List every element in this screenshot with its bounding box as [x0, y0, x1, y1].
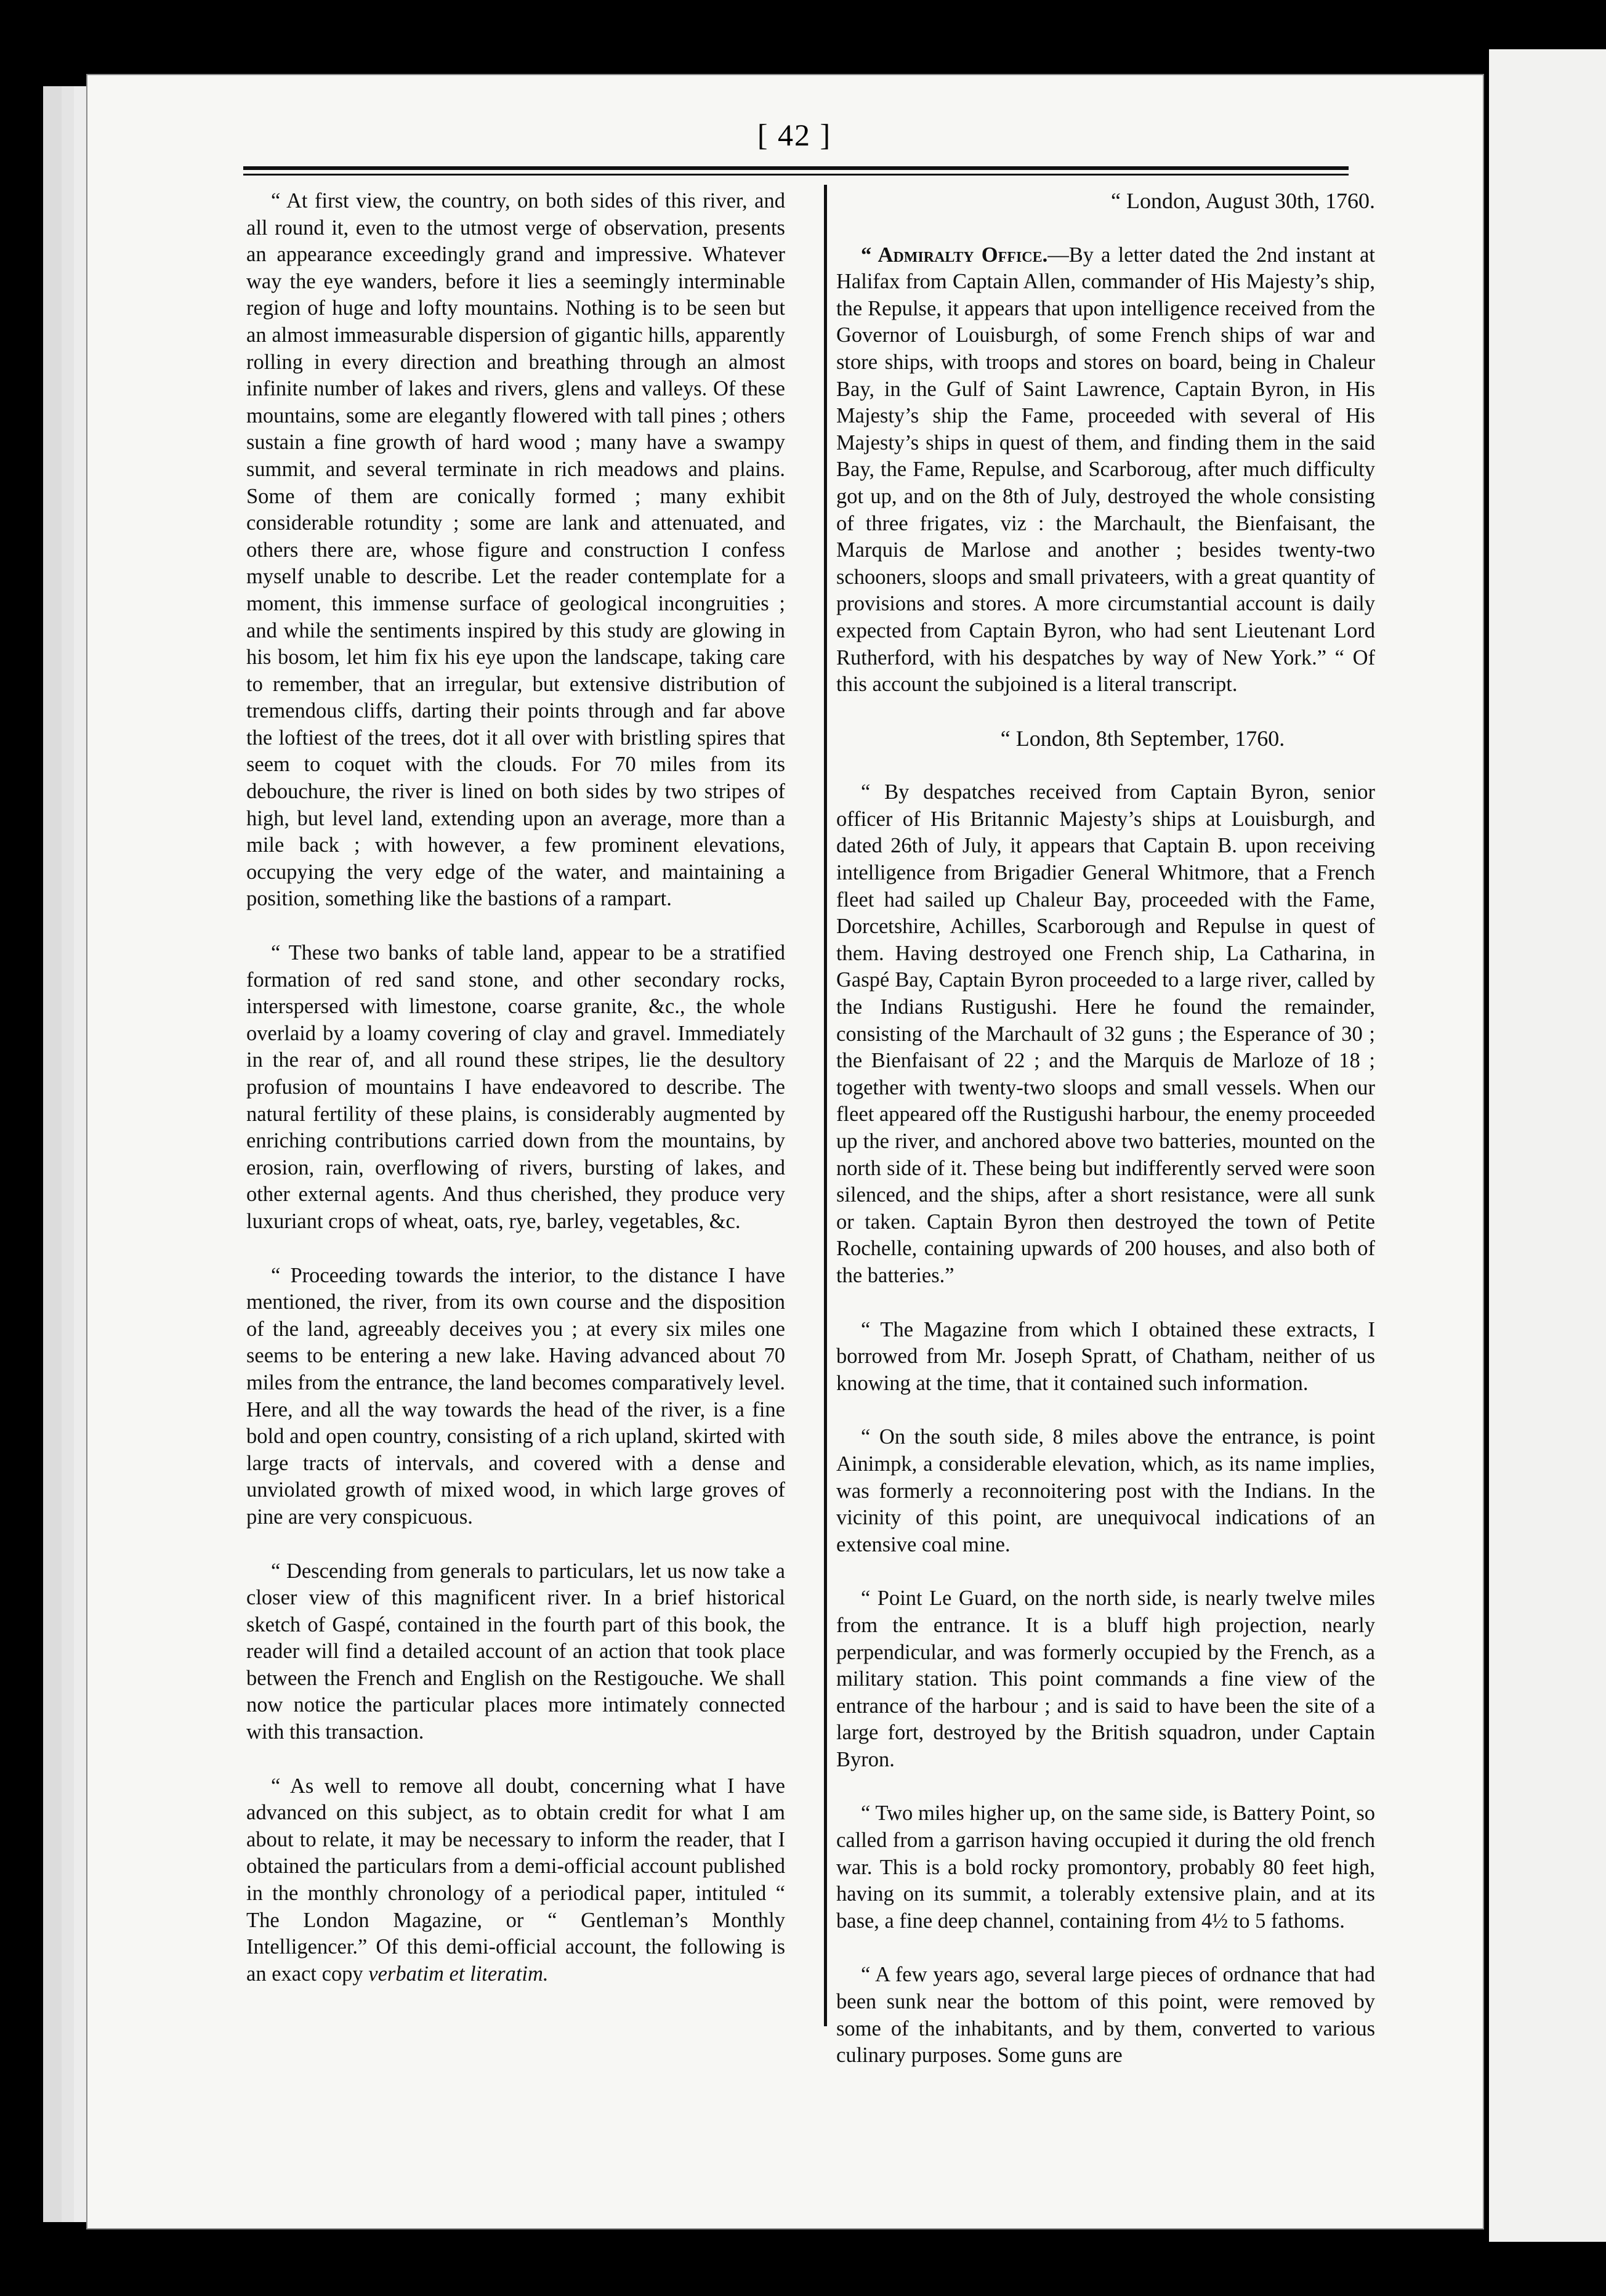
column-divider	[824, 185, 827, 2026]
paragraph: “ A few years ago, several large pieces of ordnance that had been sunk near the bottom of this point, were removed by some of the inhabitants, and by them, converted to various culinary purposes. Some guns are	[836, 1963, 1375, 2068]
right-column	[836, 188, 1375, 2096]
page-number: [ 42 ]	[757, 118, 832, 152]
paragraph: “ Proceeding towards the interior, to the distance I have mentioned, the river, from its own course and the disposition of the land, agreeably deceives you ; at every six miles one seems to be entering a new lake. Having advanced about 70 miles from the entrance, the land becomes comparatively level. Here, and all the way towards the head of the river, is a fine bold and open country, consisting of a rich upland, skirted with large tracts of intervals, and covered with a dense and unviolated growth of mixed wood, in which large groves of pine are very conspicuous.	[246, 1263, 785, 1529]
paragraph: “ At first view, the country, on both sides of this river, and all round it, even to the utmost verge of observation, presents an appearance exceedingly grand and impressive. Whatever way the eye wanders, before it lies a seemingly interminable region of huge and lofty mountains. Nothing is to be seen but an almost immeasurable dispersion of gigantic hills, apparently rolling in every direction and breathing through an almost infinite number of lakes and rivers, glens and valleys. Of these mountains, some are elegantly flowered with tall pines ; others sustain a fine growth of hard wood ; many have a swampy summit, and several terminate in rich meadows and plains. Some of them are conically formed ; many exhibit considerable rotundity ; some are lank and attenuated, and others there are, whose figure and construction I confess myself unable to describe. Let the reader contemplate for a moment, this immense surface of geological incongruities ; and while the sentiments inspired by this study are glowing in his bosom, let him fix his eye upon the landscape, taking care to remember, that an irregular, but extensive distribution of tremendous cliffs, darting their points through and far above the loftiest of the trees, dot it all over with bristling spires that seem to coquet with the clouds. For 70 miles from its debouchure, the river is lined on both sides by two stripes of high, but level land, extending upon an average, more than a mile back ; with however, a few prominent elevations, occupying the very edge of the water, and maintaining a position, something like the bastions of a rampart.	[246, 189, 785, 911]
latin-phrase: verbatim et literatim.	[368, 1962, 549, 1986]
dateline: “ London, 8th September, 1760.	[1000, 726, 1285, 751]
dateline: “ London, August 30th, 1760.	[1111, 188, 1375, 213]
header-rule	[243, 166, 1349, 170]
paragraph: “ Point Le Guard, on the north side, is nearly twelve miles from the entrance. It is a bluff high projection, nearly perpendicular, and was formerly occupied by the French, as a military station. This point commands a fine view of the entrance of the harbour ; and is said to have been the site of a large fort, destroyed by the British squadron, under Captain Byron.	[836, 1587, 1375, 1771]
paragraph: “ The Magazine from which I obtained these extracts, I borrowed from Mr. Joseph Spratt, of Chatham, neither of us knowing at the time, that it contained such information.	[836, 1317, 1375, 1395]
section-heading: “ Admiralty Office.	[861, 243, 1048, 267]
paragraph: “ By despatches received from Captain Byron, senior officer of His Britannic Majesty’s ships at Louisburgh, and dated 26th of July, it appears that Captain B. upon receiving intelligence from Brigadier General Whitmore, that a French fleet had sailed up Chaleur Bay, proceeded with the Fame, Dorcetshire, Achilles, Scarborough and Repulse in quest of them. Having destroyed one French ship, La Catharina, in Gaspé Bay, Captain Byron proceeded to a large river, called by the Indians Rustigushi. Here he found the remainder, consisting of the Marchault of 32 guns ; the Esperance of 30 ; the Bienfaisant of 22 ; and the Marquis de Marloze of 18 ; together with twenty-two sloops and small vessels. When our fleet appeared off the Rustigushi harbour, the enemy proceeded up the river, and anchored above two batteries, mounted on the north side of it. These being but indifferently served were soon silenced, and the ships, after a short resistance, were all sunk or taken. Captain Byron then destroyed the town of Petite Rochelle, containing upwards of 200 houses, and also both of the batteries.”	[836, 780, 1375, 1287]
paragraph	[836, 242, 1375, 698]
header-rule-thin	[243, 174, 1349, 176]
paragraph: “ These two banks of table land, appear to be a stratified formation of red sand stone, and other secondary rocks, interspersed with limestone, coarse granite, &c., the whole overlaid by a loamy covering of clay and gravel. Immediately in the rear of, and all round these stripes, lie the desultory profusion of mountains I have endeavored to describe. The natural fertility of these plains, is considerably augmented by enriching contributions carried down from the mountains, by erosion, rain, overflowing of rivers, bursting of lakes, and other external agents. And thus cherished, they produce very luxuriant crops of wheat, oats, rye, barley, vegetables, &c.	[246, 941, 785, 1233]
paragraph: “ On the south side, 8 miles above the entrance, is point Ainimpk, a considerable elevation, which, as its name implies, was formerly a reconnoitering post with the Indians. In the vicinity of this point, are unequivocal indications of an extensive coal mine.	[836, 1425, 1375, 1556]
left-column	[246, 188, 785, 2015]
paragraph-text: —By a letter dated the 2nd instant at Halifax from Captain Allen, commander of His Majesty’s ship, the Repulse, it appears that upon intelligence received from the Governor of Louisburgh, of some French ships of war and store ships, with troops and stores on board, being in Chaleur Bay, in the Gulf of Saint Lawrence, Captain Byron, in His Majesty’s ship the Fame, proceeded with several of His Majesty’s ships in quest of them, and finding them in the said Bay, the Fame, Repulse, and Scarboroug, after much difficulty got up, and on the 8th of July, destroyed the whole consisting of three frigates, viz : the Marchault, the Bienfaisant, the Marquis de Marlose and another ; besides twenty-two schooners, sloops and small privateers, with a great quantity of provisions and stores. A more circumstantial account is daily expected from Captain Byron, who had sent Lieutenant Lord Rutherford, with his despatches by way of New York.” “ Of this account the subjoined is a literal transcript.	[836, 243, 1375, 697]
paragraph	[246, 1773, 785, 1988]
paragraph: “ Two miles higher up, on the same side, is Battery Point, so called from a garrison having occupied it during the old french war. This is a bold rocky promontory, probably 80 feet high, having on its summit, a tolerably extensive plain, and at its base, a fine deep channel, containing from 4½ to 5 fathoms.	[836, 1801, 1375, 1933]
paragraph: “ Descending from generals to particulars, let us now take a closer view of this magnificent river. In a brief historical sketch of Gaspé, contained in the fourth part of this book, the reader will find a detailed account of an action that took place between the French and English on the Restigouche. We shall now notice the particular places more intimately connected with this transaction.	[246, 1559, 785, 1744]
paragraph-text: “ As well to remove all doubt, concerning what I have advanced on this subject, as to obtain credit for what I am about to relate, it may be necessary to inform the reader, that I obtained the particulars from a demi-official account published in the monthly chronology of a periodical paper, intituled “ The London Magazine, or “ Gentleman’s Monthly Intelligencer.” Of this demi-official account, the following is an exact copy	[246, 1774, 785, 1986]
facing-page-edge	[1489, 49, 1606, 2242]
